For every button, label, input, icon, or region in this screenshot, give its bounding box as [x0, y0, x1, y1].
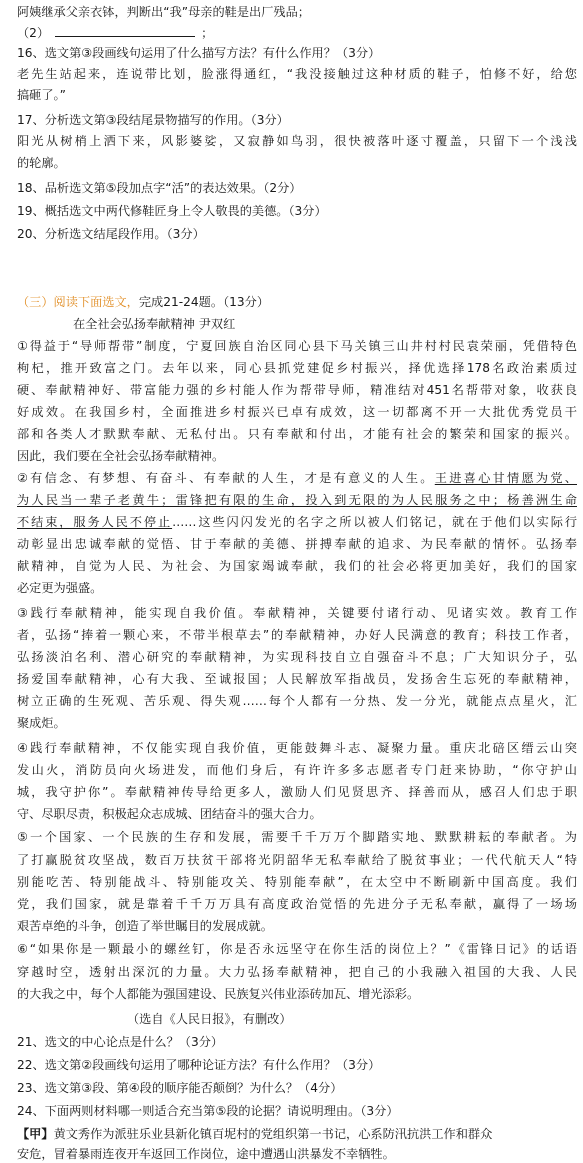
question-16: 16、选文第③段画线句运用了什么描写方法？有什么作用？（3分） [17, 46, 381, 60]
material-a-text: 黄文秀作为派驻乐业县新化镇百坭村的党组织第一书记，心系防汛抗洪工作和群众 [53, 1127, 493, 1141]
underlined-sentence: 不结束，服务人民不停止 [17, 515, 173, 529]
article-title: 在全社会弘扬奉献精神 尹双红 [73, 317, 236, 331]
question-18: 18、品析选文第⑤段加点字“活”的表达效果。（2分） [17, 181, 302, 195]
paragraph-2-line: 动彰显出忠诚奉献的觉悟、甘于奉献的美德、拼搏奉献的追求、为民奉献的情怀。弘扬奉 [17, 537, 577, 551]
underlined-sentence: 为人民当一辈子老黄牛；雷锋把有限的生命，投入到无限的为人民服务之中；杨善洲生命 [17, 493, 577, 507]
question-17: 17、分析选文第③段结尾景物描写的作用。（3分） [17, 113, 289, 127]
section-heading-label: （三）阅读下面选文， [17, 295, 139, 309]
paragraph-5-line: 别能吃苦、特别能战斗、特别能攻关、特别能奉献”，在太空中不断刷新中国高度。我们 [17, 875, 577, 889]
material-a-label: 【甲】 [17, 1127, 54, 1141]
answer-blank[interactable] [55, 25, 195, 37]
paragraph-1-line: 好成效。在我国乡村，全面推进乡村振兴已卓有成效，这一切都离不开一大批优秀党员干 [17, 405, 577, 419]
paragraph-3-line: 扬爱国奉献精神，心有大我、至诚报国；人民解放军指战员，发扬舍生忘死的奉献精神， [17, 672, 577, 686]
paragraph-3-line: 树立正确的生死观、苦乐观、得失观……每个人都有一分热、发一分光，就能点点星火，汇 [17, 694, 577, 708]
paragraph-5-line: ⑤一个国家、一个民族的生存和发展，需要千千万万个脚踏实地、默默耕耘的奉献者。为 [17, 830, 577, 844]
question-21: 21、选文的中心论点是什么？（3分） [17, 1035, 224, 1049]
answer-end: ； [201, 26, 214, 40]
quote-17-line-2: 的轮廓。 [17, 156, 66, 170]
paragraph-6-line: ⑥“如果你是一颗最小的螺丝钉，你是否永远坚守在你生活的岗位上？”《雷锋日记》的话语 [17, 942, 577, 956]
paragraph-1-line: 因此，我们要在全社会弘扬奉献精神。 [17, 449, 225, 463]
quote-16-line-1: 老先生站起来，连说带比划，脸涨得通红，“我没接触过这种材质的鞋子，怕修不好，给您 [17, 67, 577, 81]
answer-line-2 [17, 25, 577, 41]
quote-16-line-2: 搞砸了。” [17, 88, 66, 102]
paragraph-6-line: 的大我之中，每个人都能为强国建设、民族复兴伟业添砖加瓦、增光添彩。 [17, 987, 420, 1001]
paragraph-5-line: 党，我们国家，就是靠着千千万万具有高度政治觉悟的先进分子无私奉献，赢得了一场场 [17, 897, 577, 911]
paragraph-5-line: 了打赢脱贫攻坚战，数百万扶贫干部将光阴韶华无私奉献给了脱贫事业；一代代航天人“特 [17, 853, 577, 867]
source-note: （选自《人民日报》，有删改） [127, 1012, 292, 1026]
paragraph-3-line: 聚成炬。 [17, 716, 66, 730]
paragraph-4-line: 发山火，消防员向火场进发，而他们身后，有许许多多志愿者专门赶来协助，“你守护山 [17, 763, 577, 777]
paragraph-2-line: 献精神，自觉为人民、为社会、为国家竭诚奉献，我们的社会必将更加美好，我们的国家 [17, 559, 577, 573]
paragraph-4-line: ④践行奉献精神，不仅能实现自我价值，更能鼓舞斗志、凝聚力量。重庆北碚区缙云山突 [17, 741, 577, 755]
paragraph-2-text: ②有信念、有梦想、有奋斗、有奉献的人生，才是有意义的人生。 [17, 471, 435, 485]
paragraph-2-line: 必定更为强盛。 [17, 581, 103, 595]
question-22: 22、选文第②段画线句运用了哪种论证方法？有什么作用？（3分） [17, 1058, 381, 1072]
paragraph-2-text: ……这些闪闪发光的名字之所以被人们铭记，就在于他们以实际行 [172, 515, 577, 529]
material-a-line: 安危，冒着暴雨连夜开车返回工作岗位，途中遭遇山洪暴发不幸牺牲。 [17, 1147, 395, 1161]
paragraph-2-line [17, 470, 577, 486]
paragraph-1-line: 枸杞，推开致富之门。去年以来，同心县抓党建促乡村振兴，择优选择178名政治素质过 [17, 361, 577, 375]
question-19: 19、概括选文中两代修鞋匠身上令人敬畏的美德。（3分） [17, 204, 327, 218]
material-a-line [17, 1126, 577, 1142]
paragraph-3-line: 者，弘扬“捧着一颗心来，不带半根草去”的奉献精神，办好人民满意的教育；科技工作者， [17, 628, 577, 642]
paragraph-3-line: ③践行奉献精神，能实现自我价值。奉献精神，关键要付诸行动、见诸实效。教育工作 [17, 606, 577, 620]
section-heading-text: 完成21-24题。（13分） [138, 295, 270, 309]
question-24: 24、下面两则材料哪一则适合充当第⑤段的论据？请说明理由。（3分） [17, 1104, 399, 1118]
underlined-sentence: 王进喜心甘情愿为党、 [434, 471, 577, 485]
paragraph-3-line: 弘扬淡泊名利、潜心研究的奉献精神，为实现科技自立自强奋斗不息；广大知识分子，弘 [17, 650, 577, 664]
paragraph-6-line: 穿越时空，透射出深沉的力量。大力弘扬奉献精神，把自己的小我融入祖国的大我、人民 [17, 965, 577, 979]
paragraph-1-line: ①得益于“导师帮带”制度，宁夏回族自治区同心县下马关镇三山井村村民袁荣丽，凭借特色 [17, 339, 577, 353]
paragraph-4-line: 城，我守护你”。奉献精神传导给更多人，激励人们见贤思齐、择善而从，感召人们忠于职 [17, 785, 577, 799]
paragraph-5-line: 艰苦卓绝的斗争，创造了举世瞩目的发展成就。 [17, 919, 273, 933]
paragraph-1-line: 部和各类人才默默奉献、无私付出。只有奉献和付出，才能有社会的繁荣和国家的振兴。 [17, 427, 577, 441]
question-20: 20、分析选文结尾段作用。（3分） [17, 227, 205, 241]
text-line: 阿姨继承父亲衣钵，判断出“我”母亲的鞋是出厂残品； [17, 5, 310, 19]
paragraph-2-line [17, 514, 577, 530]
question-23: 23、选文第③段、第④段的顺序能否颠倒？为什么？（4分） [17, 1081, 343, 1095]
paragraph-1-line: 硬、奉献精神好、带富能力强的乡村能人作为帮带导师，精准结对451名帮带对象，收获良 [17, 383, 577, 397]
quote-17-line-1: 阳光从树梢上洒下来，风影婆娑，又寂静如鸟羽，很快被落叶逐寸覆盖，只留下一个浅浅 [17, 134, 577, 148]
section-heading [17, 294, 577, 310]
paragraph-4-line: 守、尽职尽责，积极起众志成城、团结奋斗的强大合力。 [17, 807, 322, 821]
answer-number: （2） [17, 26, 50, 40]
